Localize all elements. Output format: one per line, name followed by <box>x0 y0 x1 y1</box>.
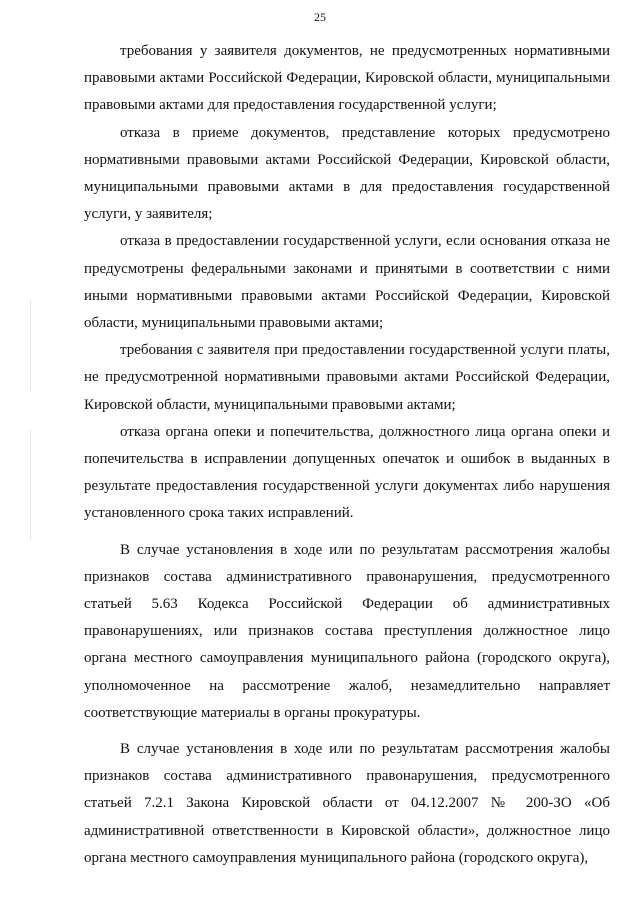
paragraph-regional-law-violation: В случае установления в ходе или по результатам рассмотрения жалобы признаков состава административного правонарушения, предусмотренного статьей 7.2.1 Закона Кировской области от 04.12.2007 № 200-ЗО «Об административной ответственности в Кировской области», должностное лицо органа местного самоуправления муниципального района (городского округа), <box>84 741 610 866</box>
paragraph-prosecution-referral: В случае установления в ходе или по результатам рассмотрения жалобы признаков состава административного правонарушения, предусмотренного статьей 5.63 Кодекса Российской Федерации об административных правонарушениях, или признаков состава преступления должностное лицо органа местного самоуправления муниципального района (городского округа), уполномоченное на рассмотрение жалоб, незамедлительно направляет соответствующие материалы в органы прокуратуры. <box>84 541 610 721</box>
paragraph-refusal-to-accept: отказа в приеме документов, представление которых предусмотрено нормативными правовыми актами Российской Федерации, Кировской области, муниципальными правовыми актами в для предоставления государственной услуги, у заявителя; <box>84 124 610 223</box>
scan-margin-line-upper <box>30 300 31 390</box>
scan-margin-line-lower <box>30 430 31 540</box>
page-number: 25 <box>314 10 326 24</box>
paragraph-unlawful-fee: требования с заявителя при предоставлении государственной услуги платы, не предусмотренной нормативными правовыми актами Российской Федерации, Кировской области, муниципальными правовыми актами; <box>84 342 610 413</box>
paragraph-extra-documents: требования у заявителя документов, не предусмотренных нормативными правовыми актами Российской Федерации, Кировской области, муниципальными правовыми актами для предоставления государственной услуги; <box>84 43 610 114</box>
paragraph-correction-refusal: отказа органа опеки и попечительства, должностного лица органа опеки и попечительства в исправлении допущенных опечаток и ошибок в выданных в результате предоставления государственной услуги документах либо нарушения установленного срока таких исправлений. <box>84 423 610 522</box>
document-body <box>84 38 610 872</box>
paragraph-refusal-of-service: отказа в предоставлении государственной услуги, если основания отказа не предусмотрены федеральными законами и принятыми в соответствии с ними иными нормативными правовыми актами Российской Федерации, Кировской области, муниципальными правовыми актами; <box>84 233 610 332</box>
